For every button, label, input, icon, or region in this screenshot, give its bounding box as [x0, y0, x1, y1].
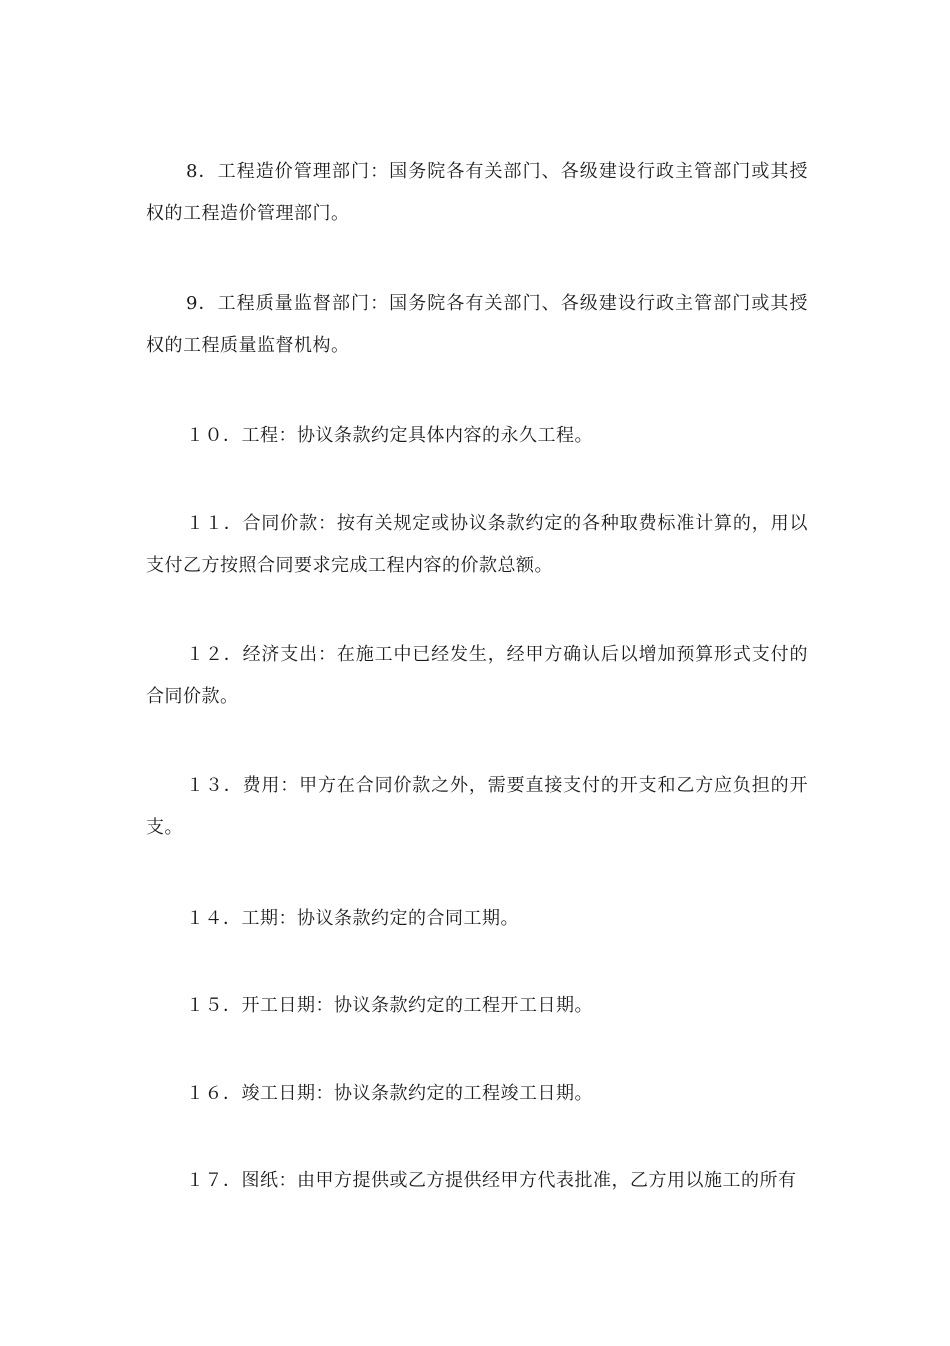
paragraph-12: １２．经济支出：在施工中已经发生，经甲方确认后以增加预算形式支付的合同价款。: [146, 644, 808, 707]
paragraph-14: １４．工期：协议条款约定的合同工期。: [186, 908, 519, 929]
paragraph-11: １１．合同价款：按有关规定或协议条款约定的各种取费标准计算的，用以支付乙方按照合同要求完成工程内容的价款总额。: [146, 513, 808, 576]
paragraph-16: １６．竣工日期：协议条款约定的工程竣工日期。: [186, 1083, 593, 1104]
paragraph-17: １７．图纸：由甲方提供或乙方提供经甲方代表批准，乙方用以施工的所有: [186, 1170, 797, 1191]
paragraph-15: １５．开工日期：协议条款约定的工程开工日期。: [186, 995, 593, 1016]
paragraph-9: 9．工程质量监督部门：国务院各有关部门、各级建设行政主管部门或其授权的工程质量监督机构。: [146, 293, 808, 356]
paragraph-13: １３．费用：甲方在合同价款之外，需要直接支付的开支和乙方应负担的开支。: [146, 775, 808, 838]
paragraph-10: １０．工程：协议条款约定具体内容的永久工程。: [186, 425, 593, 446]
paragraph-8: 8．工程造价管理部门：国务院各有关部门、各级建设行政主管部门或其授权的工程造价管理部门。: [146, 161, 808, 224]
